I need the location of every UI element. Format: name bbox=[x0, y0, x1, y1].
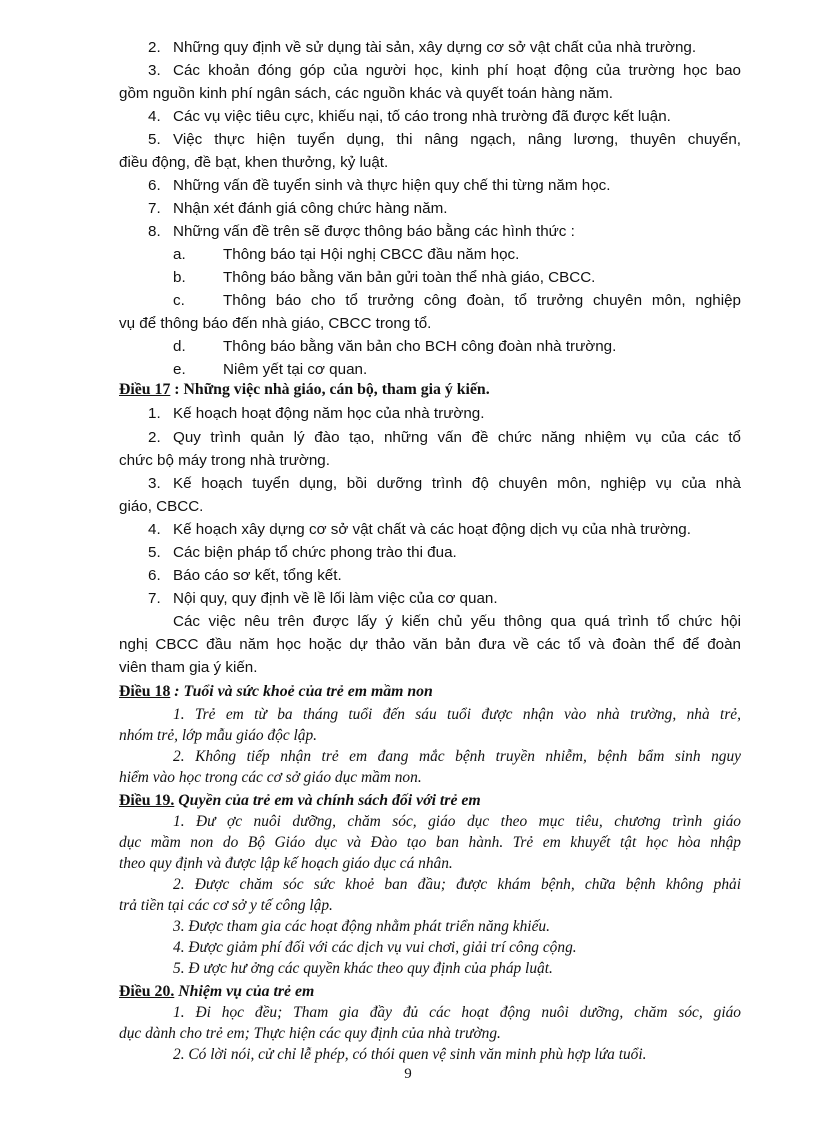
art16-item-6: 6. Những vấn đề tuyển sinh và thực hiện quy chế thi từng năm học. bbox=[148, 177, 611, 194]
art16-item-5: 5. Việc thực hiện tuyển dụng, thi nâng ngạch, nâng lương, thuyên chuyển, bbox=[148, 131, 741, 148]
art17-closing-2: nghị CBCC đầu năm học hoặc dự thảo văn bản đưa về các tổ và đoàn thể để đoàn bbox=[119, 636, 741, 653]
art20-line-2: dục dành cho trẻ em; Thực hiện các quy định của nhà trường. bbox=[119, 1025, 501, 1042]
art16-item-4: 4. Các vụ việc tiêu cực, khiếu nại, tố cáo trong nhà trường đã được kết luận. bbox=[148, 108, 671, 125]
art19-heading: Điều 19. Quyền của trẻ em và chính sách đối với trẻ em bbox=[119, 792, 481, 809]
art16-item-5-cont: điều động, đề bạt, khen thưởng, kỷ luật. bbox=[119, 154, 389, 171]
art20-line-1: 1. Đi học đều; Tham gia đầy đủ các hoạt động nuôi dưỡng, chăm sóc, giáo bbox=[173, 1004, 741, 1021]
art20-heading: Điều 20. Nhiệm vụ của trẻ em bbox=[119, 983, 315, 1000]
art17-item-4: 4. Kế hoạch xây dựng cơ sở vật chất và các hoạt động dịch vụ của nhà trường. bbox=[148, 521, 691, 538]
art17-item-2-cont: chức bộ máy trong nhà trường. bbox=[119, 452, 330, 469]
art19-line-3: theo quy định và được lập kế hoạch giáo dục cá nhân. bbox=[119, 855, 453, 872]
art19-line-1: 1. Đư ợc nuôi dưỡng, chăm sóc, giáo dục theo mục tiêu, chương trình giáo bbox=[173, 813, 741, 830]
art18-line-1: 1. Trẻ em từ ba tháng tuổi đến sáu tuổi được nhận vào nhà trường, nhà trẻ, bbox=[173, 706, 741, 723]
art17-closing-3: viên tham gia ý kiến. bbox=[119, 659, 258, 676]
art16-form-c-cont: vụ để thông báo đến nhà giáo, CBCC trong tổ. bbox=[119, 315, 432, 332]
art19-line-7: 4. Được giảm phí đối với các dịch vụ vui chơi, giải trí công cộng. bbox=[173, 939, 577, 956]
art19-line-5: trả tiền tại các cơ sở y tế công lập. bbox=[119, 897, 333, 914]
art16-form-e: e. Niêm yết tại cơ quan. bbox=[173, 361, 368, 378]
art17-closing-1: Các việc nêu trên được lấy ý kiến chủ yếu thông qua quá trình tổ chức hội bbox=[173, 613, 741, 630]
art19-line-6: 3. Được tham gia các hoạt động nhằm phát triển năng khiếu. bbox=[173, 918, 550, 935]
art16-item-3: 3. Các khoản đóng góp của người học, kinh phí hoạt động của trường học bao bbox=[148, 62, 741, 79]
page-number: 9 bbox=[404, 1066, 412, 1082]
art18-line-3: 2. Không tiếp nhận trẻ em đang mắc bệnh truyền nhiễm, bệnh bẩm sinh nguy bbox=[173, 748, 741, 765]
art18-line-2: nhóm trẻ, lớp mẫu giáo độc lập. bbox=[119, 727, 318, 744]
art18-heading: Điều 18 : Tuổi và sức khoẻ của trẻ em mầm non bbox=[119, 683, 433, 700]
art20-line-3: 2. Có lời nói, cử chỉ lễ phép, có thói quen vệ sinh văn minh phù hợp lứa tuổi. bbox=[173, 1046, 647, 1063]
art16-form-b: b. Thông báo bằng văn bản gửi toàn thể nhà giáo, CBCC. bbox=[173, 269, 596, 286]
art16-item-8: 8. Những vấn đề trên sẽ được thông báo bằng các hình thức : bbox=[148, 223, 575, 240]
art18-line-4: hiểm vào học trong các cơ sở giáo dục mầm non. bbox=[119, 769, 422, 786]
art19-line-8: 5. Đ ược hư ởng các quyền khác theo quy định của pháp luật. bbox=[173, 960, 553, 977]
art16-form-d: d. Thông báo bằng văn bản cho BCH công đoàn nhà trường. bbox=[173, 338, 617, 355]
art19-line-4: 2. Được chăm sóc sức khoẻ ban đầu; được khám bệnh, chữa bệnh không phải bbox=[173, 876, 741, 893]
art17-item-6: 6. Báo cáo sơ kết, tổng kết. bbox=[148, 567, 342, 584]
art16-item-2: 2. Những quy định về sử dụng tài sản, xây dựng cơ sở vật chất của nhà trường. bbox=[148, 39, 697, 56]
art17-item-2: 2. Quy trình quản lý đào tạo, những vấn đề chức năng nhiệm vụ của các tổ bbox=[148, 429, 741, 446]
art19-line-2: dục mầm non do Bộ Giáo dục và Đào tạo ban hành. Trẻ em khuyết tật học hòa nhập bbox=[119, 834, 741, 851]
art17-heading: Điều 17 : Những việc nhà giáo, cán bộ, tham gia ý kiến. bbox=[119, 381, 490, 398]
art17-item-1: 1. Kế hoạch hoạt động năm học của nhà trường. bbox=[148, 405, 485, 422]
art17-item-7: 7. Nội quy, quy định về lề lối làm việc của cơ quan. bbox=[148, 590, 498, 607]
art17-item-5: 5. Các biện pháp tổ chức phong trào thi đua. bbox=[148, 544, 457, 561]
art16-form-c: c. Thông báo cho tổ trưởng công đoàn, tổ trưởng chuyên môn, nghiệp bbox=[173, 292, 741, 309]
art16-item-3-cont: gồm nguồn kinh phí ngân sách, các nguồn khác và quyết toán hàng năm. bbox=[119, 85, 613, 102]
art16-item-7: 7. Nhận xét đánh giá công chức hàng năm. bbox=[148, 200, 448, 217]
art17-item-3: 3. Kế hoạch tuyển dụng, bồi dưỡng trình độ chuyên môn, nghiệp vụ của nhà bbox=[148, 475, 741, 492]
art17-item-3-cont: giáo, CBCC. bbox=[119, 498, 204, 515]
art16-form-a: a. Thông báo tại Hội nghị CBCC đầu năm học. bbox=[173, 246, 520, 263]
